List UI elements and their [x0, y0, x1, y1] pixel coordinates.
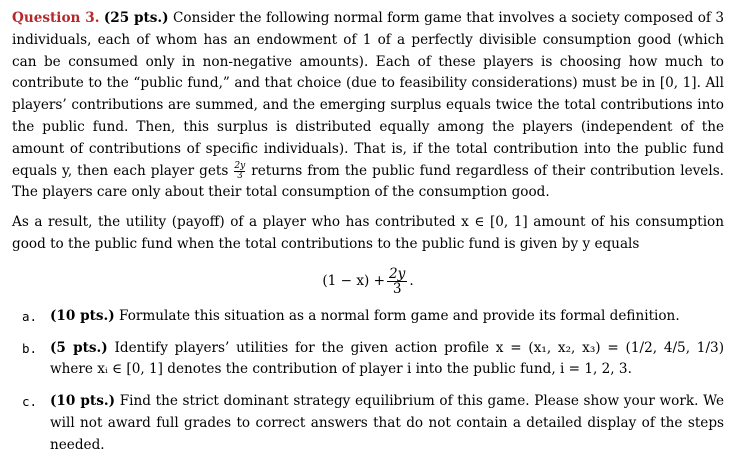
sub-question-points: (10 pts.) [50, 307, 115, 324]
question-points: (25 pts.) [103, 10, 169, 26]
sub-question-b [12, 338, 724, 382]
question-paragraph-2: As a result, the utility (payoff) of a player who has contributed x ∈ [0, 1] amount of his consumption good to the public fund when the total contributions to the public fund is given by y equals [12, 214, 724, 252]
sub-question-list [12, 306, 724, 457]
formula-end: . [409, 272, 414, 289]
utility-formula [12, 264, 724, 300]
sub-question-text: Formulate this situation as a normal form game and provide its formal definition. [119, 307, 680, 324]
sub-question-marker: c. [22, 394, 38, 410]
inline-fraction-numerator: 2y [234, 160, 246, 171]
sub-question-body [50, 338, 724, 382]
sub-question-points: (5 pts.) [50, 339, 108, 356]
inline-fraction [234, 162, 245, 181]
sub-question-marker: a. [22, 308, 38, 324]
sub-question-points: (10 pts.) [50, 393, 116, 410]
sub-question-text: Find the strict dominant strategy equilibrium of this game. Please show your work. We will not award full grades to correct answers that do not contain a detailed display of the steps needed. [50, 393, 724, 453]
question-text-1: Consider the following normal form game that involves a society composed of 3 individuals, each of whom has an endowment of 1 of a perfectly divisible consumption good (which can be consumed only in non-negative amounts). Each of these players is choosing how much to contribute to the “public fund,” and that choice (due to feasibility considerations) must be in [0, 1]. All players’ contributions are summed, and the emerging surplus equals twice the total contributions into the public fund. Then, this surplus is distributed equally among the players (independent of the amount of contributions of specific individuals). That is, if the total contribution into the public fund equals y, then each player gets [12, 10, 724, 179]
sub-question-c [12, 391, 724, 456]
sub-question-text: Identify players’ utilities for the given action profile x = (x₁, x₂, x₃) = (1/2, 4/5, 1/3) where xᵢ ∈ [0, 1] denotes the contribution of player i into the public fund, i = 1, 2, 3. [50, 339, 724, 378]
formula-fraction [387, 267, 407, 296]
sub-question-marker: b. [22, 340, 38, 356]
formula-denominator: 3 [392, 281, 402, 298]
formula-left: (1 − x) + [322, 272, 385, 289]
formula-numerator: 2y [389, 266, 406, 283]
sub-question-body [50, 306, 724, 328]
sub-question-a [12, 306, 724, 328]
inline-fraction-denominator: 3 [236, 170, 243, 181]
question-label: Question 3. [12, 10, 100, 26]
question-text-1-tail: returns from the public fund regardless of their contribution levels. The players care only about their total consumption of the consumption good. [12, 162, 724, 201]
question-paragraph-1 [12, 8, 724, 204]
sub-question-body [50, 391, 724, 456]
